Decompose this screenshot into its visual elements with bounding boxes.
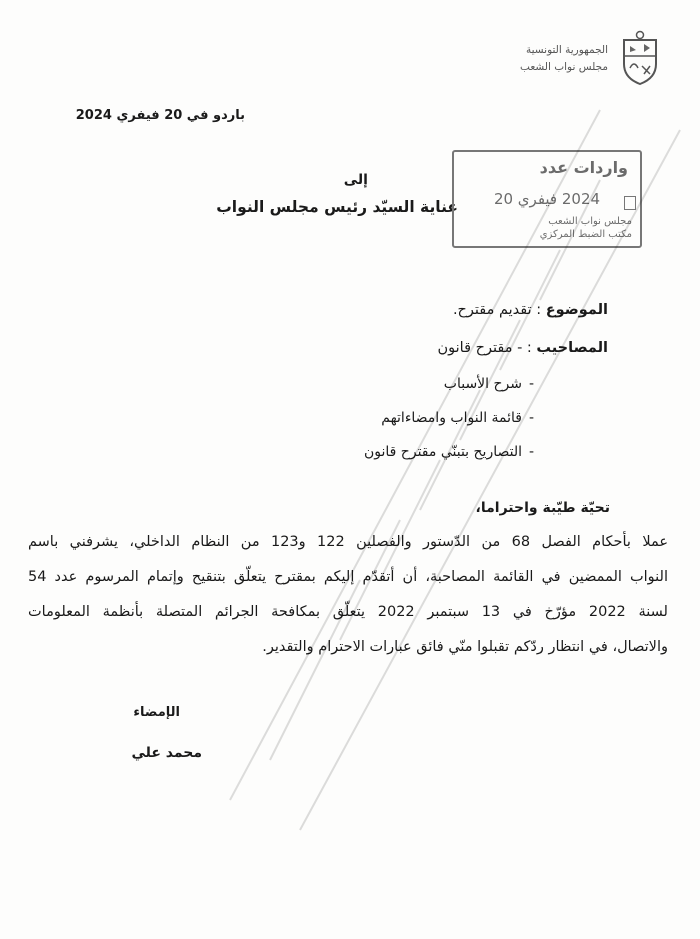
attachments-first: : - مقترح قانون (437, 340, 532, 356)
list-bullet: - (528, 376, 534, 392)
attachments-label: المصاحيب (536, 340, 608, 356)
attachment-item: شرح الأسباب (443, 376, 522, 392)
body-line: والاتصال، في انتظار ردّكم تقبلوا منّي فائق عبارات الاحترام والتقدير. (262, 639, 668, 655)
country-name: الجمهورية التونسية (526, 44, 608, 56)
received-stamp (452, 150, 642, 248)
attachments-line (437, 340, 608, 356)
stamp-line-2: مكتب الضبط المركزي (539, 229, 632, 240)
recipient: عناية السيّد رئيس مجلس النواب (216, 198, 458, 216)
list-bullet: - (528, 444, 534, 460)
greeting: تحيّة طيّبة واحتراما، (475, 500, 610, 516)
letterhead (498, 42, 608, 76)
date-line: باردو في 20 فيفري 2024 (75, 108, 245, 123)
body-line: عملا بأحكام الفصل 68 من الدّستور والفصلين 122 و123 من النظام الداخلي، يشرفني باسم (28, 534, 669, 550)
body-line: لسنة 2022 مؤرّخ في 13 سبتمبر 2022 يتعلّق بمكافحة الجرائم المتصلة بأنظمة المعلومات (28, 604, 668, 620)
subject-label: الموضوع (545, 302, 608, 318)
stamp-box (624, 196, 636, 210)
institution-name: مجلس نواب الشعب (520, 61, 608, 73)
tunisia-emblem-icon (618, 30, 662, 86)
stamp-title: واردات عدد (539, 158, 628, 177)
attachment-item: قائمة النواب وامضاءاتهم (381, 410, 522, 426)
to-label: إلى (343, 172, 368, 188)
signature-label: الإمضاء (133, 705, 180, 720)
body-line: النواب الممضين في القائمة المصاحبة، أن أتقدّم إليكم بمقترح يتعلّق بتنقيح وإتمام المرسوم عدد 54 (28, 569, 668, 585)
subject-value: : تقديم مقترح. (452, 302, 542, 318)
stamp-line-1: مجلس نواب الشعب (548, 216, 632, 227)
list-bullet: - (528, 410, 534, 426)
attachment-item: التصاريح بتبنّي مقترح قانون (363, 444, 522, 460)
stamp-date: 2024 فيفري 20 (493, 190, 601, 208)
subject-line (453, 302, 608, 318)
signature-name: محمد علي (131, 745, 202, 761)
